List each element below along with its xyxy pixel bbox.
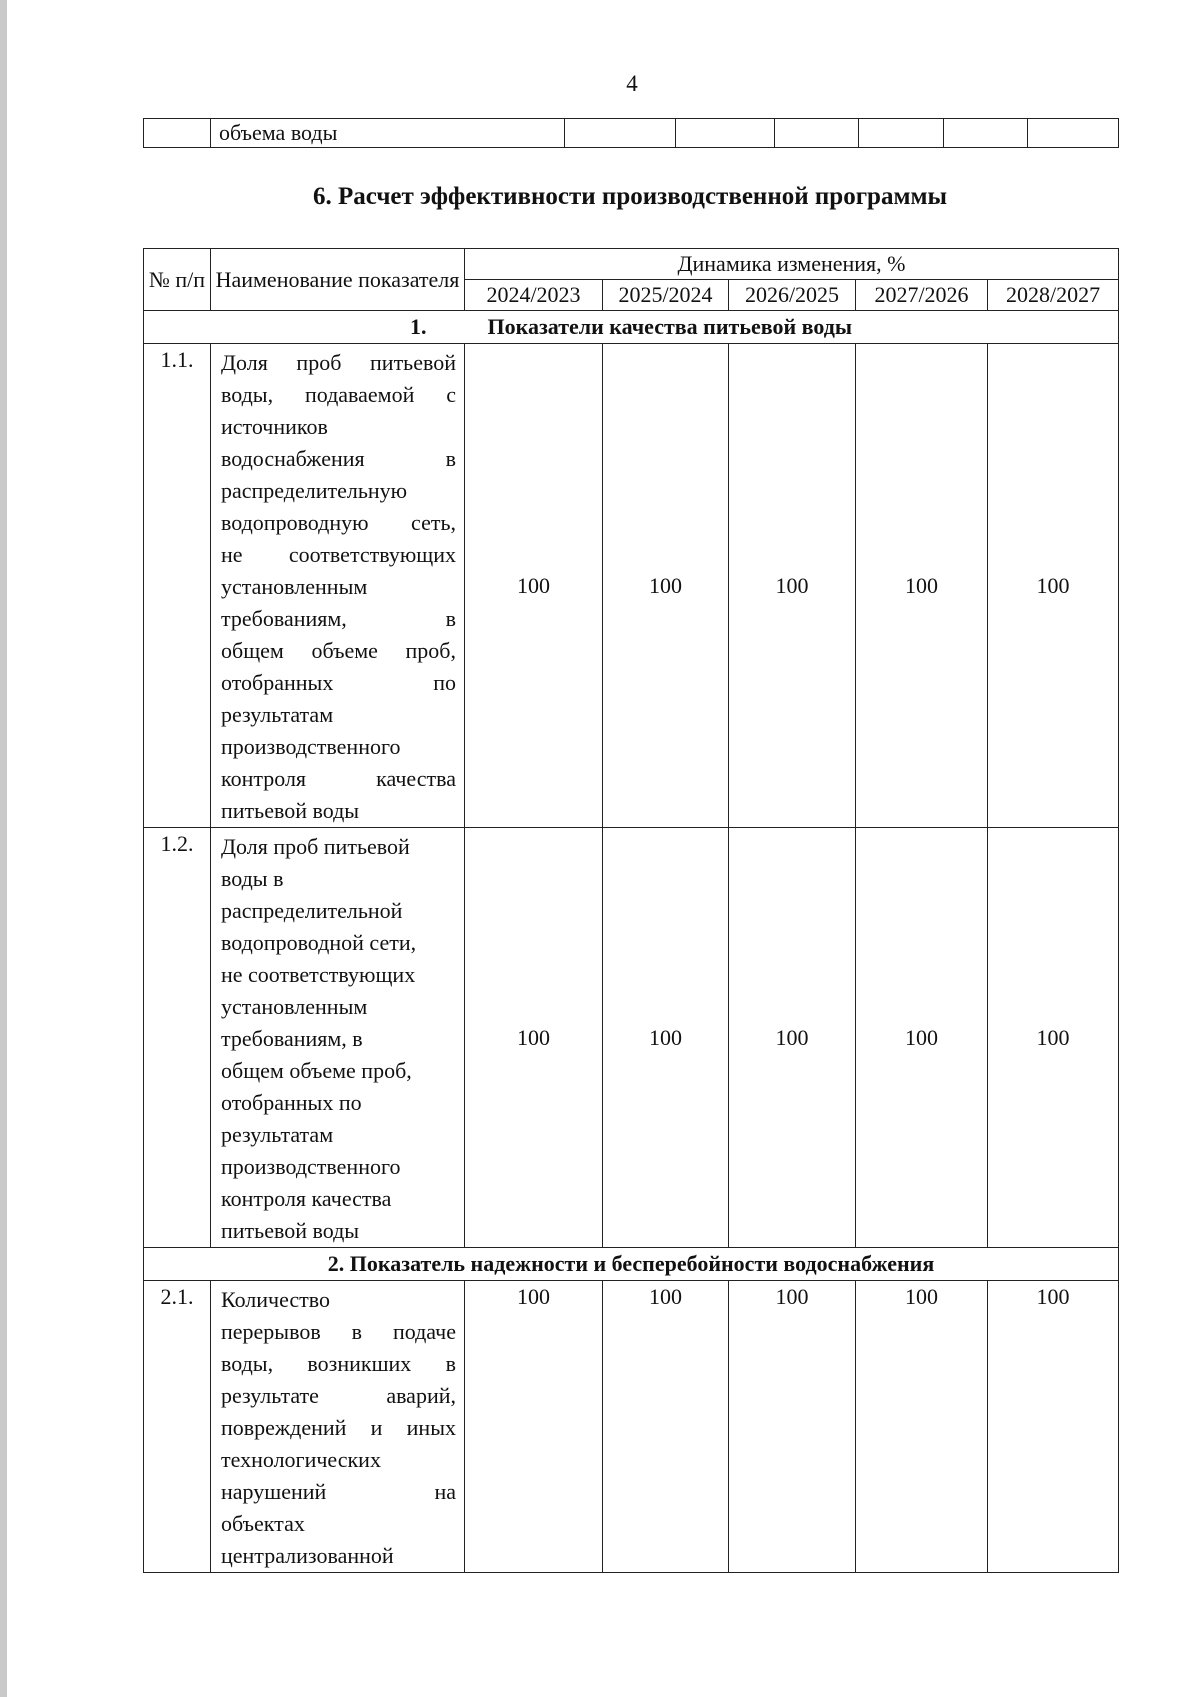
row-name [211,1281,465,1573]
header-period: 2027/2026 [856,280,988,311]
row-name-line: результате аварий, [221,1383,456,1408]
row-name-line: водопроводной сети, [221,930,417,955]
row-name-line: объектах [221,1511,305,1536]
row-name-line: отобранных по [221,1090,362,1115]
row-name-line: контроля качества [221,1186,392,1211]
efficiency-table [143,248,1119,1573]
row-name-line: технологических [221,1447,381,1472]
row-name-line: отобранных по [221,670,456,695]
row-name-line: источников [221,414,328,439]
row-value: 100 [856,828,988,1248]
header-period: 2025/2024 [603,280,729,311]
row-value: 100 [465,344,603,828]
table-cell [1028,119,1119,148]
row-value: 100 [603,1281,729,1573]
row-name-line: централизованной [221,1543,394,1568]
row-name-line: установленным [221,994,368,1019]
row-name-line: общем объеме проб, [221,638,456,663]
table-cell [144,119,211,148]
table-cell [565,119,676,148]
row-name-line: Доля проб питьевой [221,834,410,859]
table-cell [676,119,775,148]
group-title-cell [144,1248,1119,1281]
table-cell [859,119,944,148]
row-name-line: контроля качества [221,766,456,791]
header-name: Наименование показателя [211,249,465,311]
row-name-line: требованиям, в [221,1026,363,1051]
table-header-row [144,249,1119,280]
row-name-line: воды, подаваемой с [221,382,456,407]
table-cell [944,119,1028,148]
header-dynamics: Динамика изменения, % [465,249,1119,280]
row-name-line: установленным [221,574,368,599]
row-name [211,828,465,1248]
row-name [211,344,465,828]
group-row [144,1248,1119,1281]
row-name-line: не соответствующих [221,542,456,567]
header-num: № п/п [144,249,211,311]
row-name-line: перерывов в подаче [221,1319,456,1344]
row-name-line: распределительную [221,478,408,503]
previous-row-label: объема воды [211,119,565,148]
row-name-line: не соответствующих [221,962,416,987]
row-value: 100 [465,828,603,1248]
group-title-cell [144,311,1119,344]
row-name-line: воды, возникших в [221,1351,456,1376]
row-name-line: повреждений и иных [221,1415,456,1440]
header-period: 2028/2027 [988,280,1119,311]
row-name-line: результатам [221,702,334,727]
row-name-line: производственного [221,1154,401,1179]
row-value: 100 [465,1281,603,1573]
row-name-line: воды в [221,866,284,891]
row-name-line: результатам [221,1122,334,1147]
table-row [144,1281,1119,1573]
row-name-line: нарушений на [221,1479,456,1504]
row-number: 2.1. [144,1281,211,1573]
row-number: 1.2. [144,828,211,1248]
group-number: 1. [409,314,427,339]
table-row [144,828,1119,1248]
scan-edge [0,0,7,1697]
previous-table-row [144,119,1119,148]
row-value: 100 [729,1281,856,1573]
row-name-line: питьевой воды [221,798,360,823]
row-name-line: водоснабжения в [221,446,456,471]
row-value: 100 [988,828,1119,1248]
row-name-line: распределительной [221,898,403,923]
row-value: 100 [856,1281,988,1573]
row-value: 100 [603,344,729,828]
row-name-line: питьевой воды [221,1218,360,1243]
page-number: 4 [626,71,638,96]
previous-table-fragment [143,118,1119,148]
header-period: 2024/2023 [465,280,603,311]
row-name-line: водопроводную сеть, [221,510,456,535]
row-name-line: производственного [221,734,401,759]
row-number: 1.1. [144,344,211,828]
row-value: 100 [729,344,856,828]
section-title: 6. Расчет эффективности производственной программы [312,183,948,210]
group-title: Показатели качества питьевой воды [487,314,853,339]
header-period: 2026/2025 [729,280,856,311]
row-name-line: Количество [221,1287,331,1312]
row-name-line: Доля проб питьевой [221,350,456,375]
row-value: 100 [988,344,1119,828]
row-name-line: общем объеме проб, [221,1058,412,1083]
row-value: 100 [729,828,856,1248]
row-value: 100 [603,828,729,1248]
group-title: 2. Показатель надежности и бесперебойности водоснабжения [327,1251,935,1276]
row-value: 100 [988,1281,1119,1573]
group-row [144,311,1119,344]
row-name-line: требованиям, в [221,606,456,631]
table-row [144,344,1119,828]
row-value: 100 [856,344,988,828]
table-cell [775,119,859,148]
